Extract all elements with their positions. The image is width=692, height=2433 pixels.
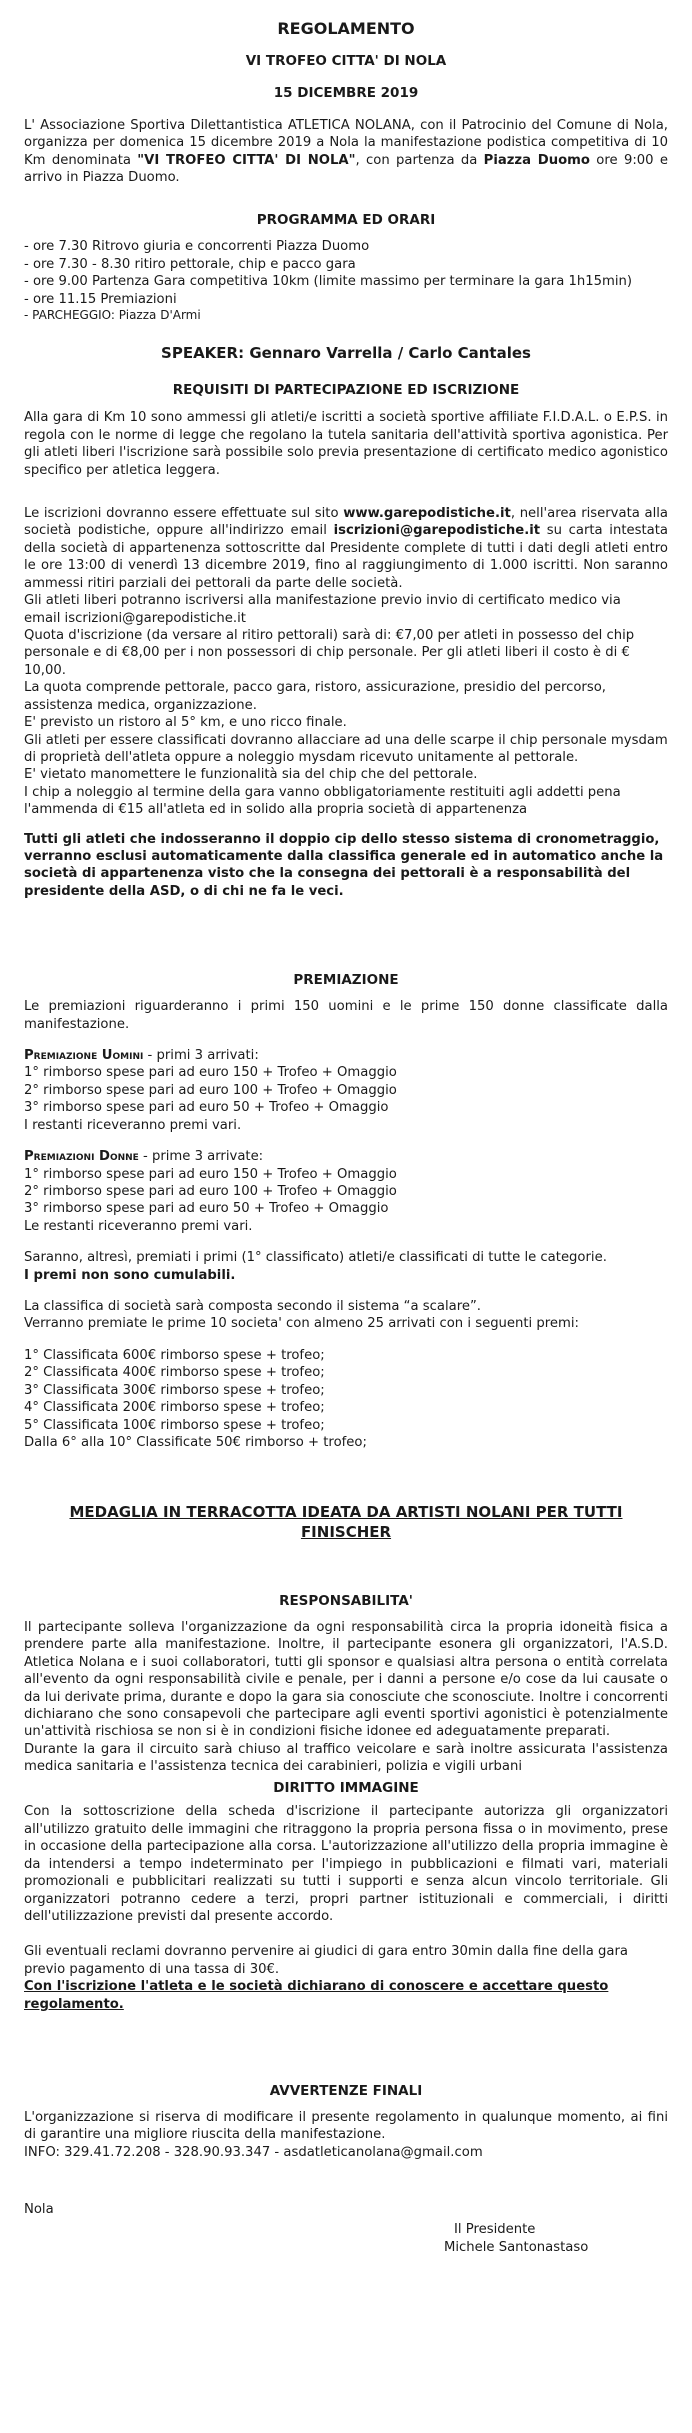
society-prize-item: 2° Classificata 400€ rimborso spese + trofeo;	[24, 1365, 325, 1381]
requirements-details	[24, 592, 668, 818]
program-parking: - PARCHEGGIO: Piazza D'Armi	[24, 307, 201, 322]
contact-info: INFO: 329.41.72.208 - 328.90.93.347 - asdatleticanolana@gmail.com	[24, 2144, 483, 2160]
women-award-item: 2° rimborso spese pari ad euro 100 + Trofeo + Omaggio	[24, 1183, 397, 1199]
women-award-item: 1° rimborso spese pari ad euro 150 + Trofeo + Omaggio	[24, 1166, 397, 1182]
program-list	[24, 238, 668, 324]
registration-paragraph	[24, 505, 668, 592]
intro-text-2: , con partenza da	[355, 152, 484, 168]
women-awards-title: Premiazioni Donne	[24, 1149, 139, 1165]
society-ranking-line: La classifica di società sarà composta secondo il sistema “a scalare”.	[24, 1299, 481, 1315]
regulation-document	[24, 14, 668, 2271]
men-awards-title: Premiazione Uomini	[24, 1047, 144, 1063]
image-rights-heading: DIRITTO IMMAGINE	[273, 1779, 419, 1796]
registration-text-3: su carta intestata della società di appartenenza sottoscritte dal Presidente complete di tutti i dati degli atleti entro le ore 13:00 di venerdì 13 dicembre 2019, fino al raggiungimento di 1.000 iscritti. Non saranno ammessi ritiri parziali dei pettorali da parte delle società.	[24, 523, 668, 591]
detail-line: Gli atleti per essere classificati dovranno allacciare ad una delle scarpe il chip personale mysdam di proprietà dell'atleta oppure a noleggio mysdam ricevuto unitamente al pettorale.	[24, 732, 668, 765]
intro-text-1: L' Associazione Sportiva Dilettantistica ATLETICA NOLANA, con il Patrocinio del Comune di Nola, organizza per domenica 15 dicembre 2019 a Nola la manifestazione podistica competitiva di 10 Km denominata	[24, 117, 668, 168]
society-prize-item: 5° Classificata 100€ rimborso spese + trofeo;	[24, 1417, 325, 1433]
registration-text-2: , nell'area riservata alla società podistiche, oppure all'indirizzo email	[24, 506, 668, 539]
medal-banner: MEDAGLIA IN TERRACOTTA IDEATA DA ARTISTI NOLANI PER TUTTI FINISCHER	[69, 1503, 623, 1542]
signature-role: Il Presidente	[454, 2222, 536, 2238]
responsibility-paragraph: Il partecipante solleva l'organizzazione da ogni responsabilità circa la propria idoneità fisica a prendere parte alla manifestazione. Inoltre, il partecipante esonera gli organizzatori, l'A.S.D. Atletica Nolana e i suoi collaboratori, tutti gli sponsor e qualsiasi altra persona o entità correlata all'evento da ogni responsabilità civile e penale, per i danni a persone e/o cose da lui causate o da lui derivate prima, durante e dopo la gara sia conosciute che sconosciute. Inoltre i concorrenti dichiarano che sono consapevoli che partecipare agli eventi sportivi agonistici è potenzialmente un'attività rischiosa se non si è in condizioni fisiche idonee ed adeguatamente preparati.	[24, 1619, 668, 1740]
requirements-paragraph: Alla gara di Km 10 sono ammessi gli atleti/e iscritti a società sportive affiliate F.I.D.A.L. o E.P.S. in regola con le norme di legge che regolano la tutela sanitaria dell'attività sportiva agonistica. Per gli atleti liberi l'iscrizione sarà possibile solo previa presentazione di certificato medico agonistico specifico per atletica leggera.	[24, 410, 668, 478]
intro-paragraph	[24, 117, 668, 187]
society-prize-item: Dalla 6° alla 10° Classificate 50€ rimborso + trofeo;	[24, 1435, 367, 1450]
men-award-item: 2° rimborso spese pari ad euro 100 + Trofeo + Omaggio	[24, 1082, 397, 1098]
men-award-item: 3° rimborso spese pari ad euro 50 + Trofeo + Omaggio	[24, 1100, 389, 1116]
women-award-item: Le restanti riceveranno premi vari.	[24, 1218, 253, 1234]
detail-line: I chip a noleggio al termine della gara vanno obbligatoriamente restituiti agli addetti pena l'ammenda di €15 all'atleta ed in solido alla propria società di appartenenza	[24, 784, 621, 818]
event-date: 15 DICEMBRE 2019	[273, 84, 419, 101]
responsibility-heading: RESPONSABILITA'	[279, 1593, 413, 1610]
signature-name: Michele Santonastaso	[444, 2240, 589, 2256]
detail-line: La quota comprende pettorale, pacco gara, ristoro, assicurazione, presidio del percorso, assistenza medica, organizzazione.	[24, 680, 606, 713]
detail-line: Quota d'iscrizione (da versare al ritiro pettorali) sarà di: €7,00 per atleti in possesso del chip personale e di €8,00 per i non possessori di chip personale. Per gli atleti liberi il costo è di € 10,00.	[24, 628, 635, 678]
society-prize-item: 1° Classificata 600€ rimborso spese + trofeo;	[24, 1347, 325, 1363]
detail-line: E' vietato manomettere le funzionalità sia del chip che del pettorale.	[24, 767, 478, 783]
intro-text-3: ore 9:00 e arrivo in Piazza Duomo.	[24, 152, 669, 185]
program-item: - ore 11.15 Premiazioni	[24, 291, 177, 307]
society-prize-item: 4° Classificata 200€ rimborso spese + trofeo;	[24, 1400, 325, 1416]
final-notes-heading: AVVERTENZE FINALI	[269, 2083, 423, 2100]
acceptance-statement: Con l'iscrizione l'atleta e le società dichiarano di conoscere e accettare questo regolamento.	[24, 1979, 609, 2012]
detail-line: E' previsto un ristoro al 5° km, e uno ricco finale.	[24, 715, 347, 731]
document-title: REGOLAMENTO	[277, 19, 415, 38]
registration-text-1: Le iscrizioni dovranno essere effettuate sul sito	[24, 506, 344, 522]
category-awards: Saranno, altresì, premiati i primi (1° classificato) atleti/e classificati di tutte le categorie.	[24, 1250, 607, 1266]
society-prize-item: 3° Classificata 300€ rimborso spese + trofeo;	[24, 1382, 325, 1398]
speaker-line: SPEAKER: Gennaro Varrella / Carlo Cantales	[161, 343, 531, 362]
society-prizes	[24, 1347, 668, 1452]
signature-place: Nola	[24, 2202, 54, 2218]
men-award-item: 1° rimborso spese pari ad euro 150 + Trofeo + Omaggio	[24, 1065, 397, 1081]
men-awards-suffix: - primi 3 arrivati:	[143, 1047, 259, 1063]
program-item: - ore 7.30 Ritrovo giuria e concorrenti Piazza Duomo	[24, 239, 370, 255]
claims-paragraph: Gli eventuali reclami dovranno pervenire ai giudici di gara entro 30min dalla fine della gara previo pagamento di una tassa di 30€.	[24, 1944, 628, 1977]
requirements-heading: REQUISITI DI PARTECIPAZIONE ED ISCRIZIONE	[172, 381, 520, 398]
registration-email-link[interactable]: iscrizioni@garepodistiche.it	[333, 523, 541, 539]
program-heading: PROGRAMMA ED ORARI	[256, 212, 436, 229]
signature-block	[24, 2201, 668, 2271]
detail-line: email iscrizioni@garepodistiche.it	[24, 610, 246, 626]
image-rights-paragraph: Con la sottoscrizione della scheda d'iscrizione il partecipante autorizza gli organizzatori all'utilizzo gratuito delle immagini che ritraggono la propria persona fissa o in movimento, prese in occasione della partecipazione alla corsa. L'autorizzazione all'utilizzo della propria immagine è da intendersi a tempo indeterminato per l'impiego in pubblicazioni e filmati vari, materiali promozionali e pubblicitari realizzati su tutti i supporti e senza alcun vincolo territoriale. Gli organizzatori potranno cedere a terzi, propri partner istituzionali e commerciali, i diritti dell'utilizzazione previsti dal presente accordo.	[24, 1804, 668, 1924]
final-notes-paragraph: L'organizzazione si riserva di modificare il presente regolamento in qualunque momento, ai fini di garantire una migliore riuscita della manifestazione.	[24, 2109, 668, 2143]
program-item: - ore 7.30 - 8.30 ritiro pettorale, chip e pacco gara	[24, 256, 356, 272]
awards-intro: Le premiazioni riguarderanno i primi 150 uomini e le prime 150 donne classificate dalla manifestazione.	[24, 999, 668, 1032]
intro-event-name: "VI TROFEO CITTA' DI NOLA"	[137, 152, 356, 168]
event-subtitle: VI TROFEO CITTA' DI NOLA	[245, 53, 447, 70]
responsibility-paragraph-2: Durante la gara il circuito sarà chiuso al traffico veicolare e sarà inoltre assicurata l'assistenza medica sanitaria e l'assistenza tecnica dei carabinieri, polizia e vigili urbani	[24, 1741, 668, 1775]
women-awards	[24, 1148, 668, 1235]
not-cumulative-note: I premi non sono cumulabili.	[24, 1267, 236, 1283]
women-awards-suffix: - prime 3 arrivate:	[138, 1149, 264, 1165]
intro-start-place: Piazza Duomo	[483, 152, 590, 168]
detail-line: Gli atleti liberi potranno iscriversi alla manifestazione previo invio di certificato medico via	[24, 593, 621, 609]
awards-heading: PREMIAZIONE	[293, 972, 399, 989]
program-item: - ore 9.00 Partenza Gara competitiva 10km (limite massimo per terminare la gara 1h15min)	[24, 274, 633, 290]
registration-site-link[interactable]: www.garepodistiche.it	[343, 506, 511, 522]
men-awards	[24, 1047, 668, 1134]
women-award-item: 3° rimborso spese pari ad euro 50 + Trofeo + Omaggio	[24, 1201, 389, 1217]
society-prizes-intro: Verranno premiate le prime 10 societa' con almeno 25 arrivati con i seguenti premi:	[24, 1316, 579, 1332]
double-chip-warning: Tutti gli atleti che indosseranno il doppio cip dello stesso sistema di cronometraggio, verranno esclusi automaticamente dalla classifica generale ed in automatico anche la società di appartenenza visto che la consegna dei pettorali è a responsabilità del presidente della ASD, o di chi ne fa le veci.	[24, 831, 664, 899]
men-award-item: I restanti riceveranno premi vari.	[24, 1117, 242, 1133]
